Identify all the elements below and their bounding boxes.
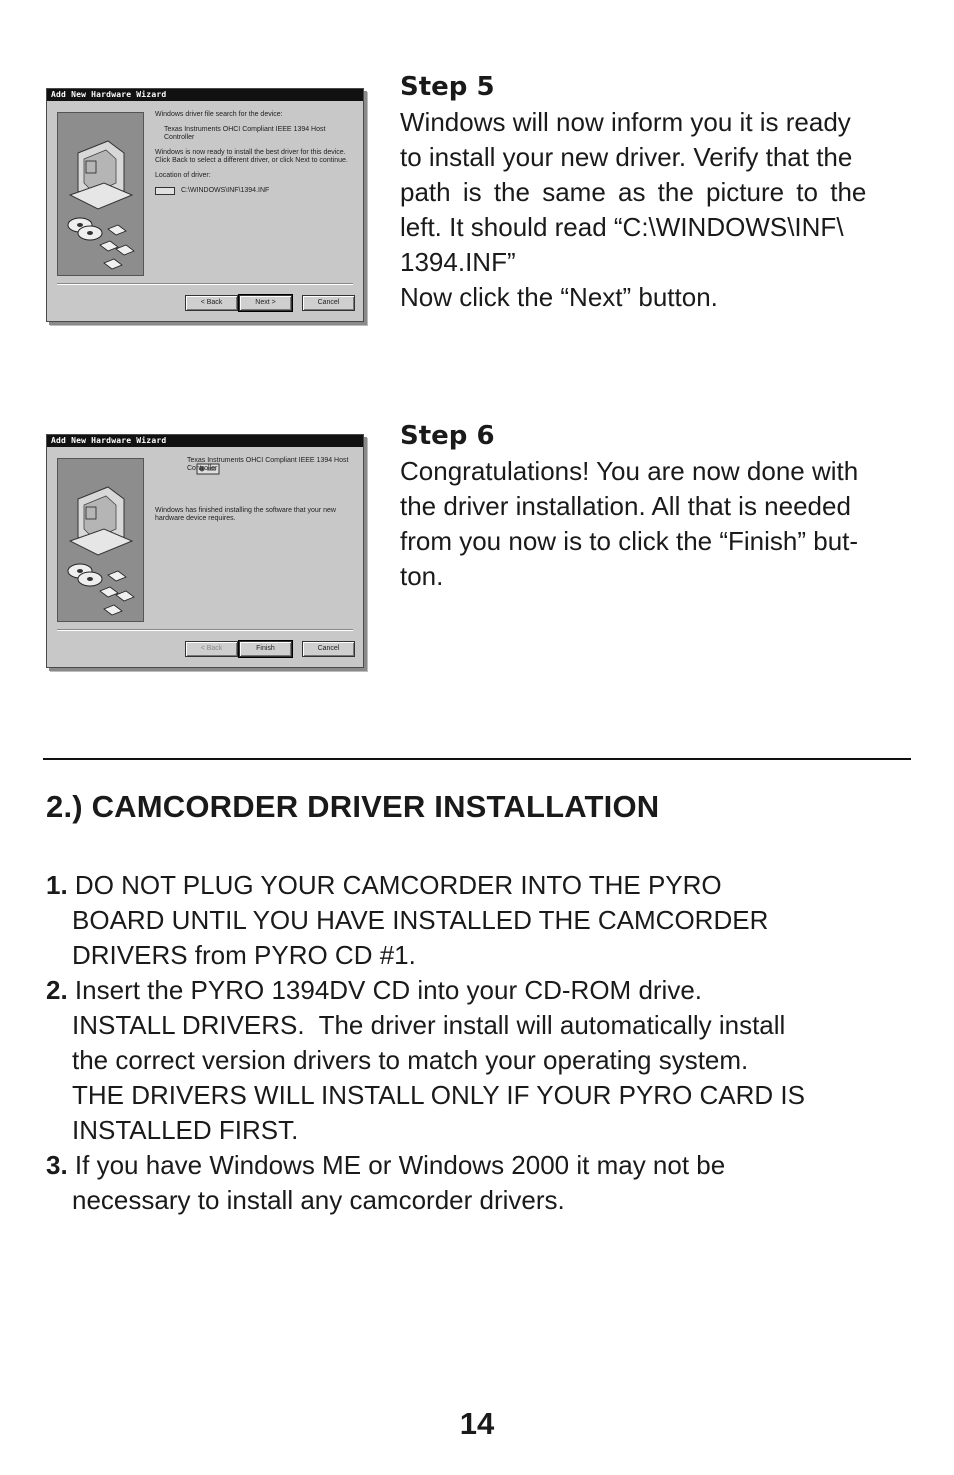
step6-line-4: ton. bbox=[400, 561, 444, 591]
cancel-button[interactable]: Cancel bbox=[302, 295, 355, 311]
item-text: Insert the PYRO 1394DV CD into your CD-ROM drive. bbox=[74, 975, 703, 1005]
cancel-button[interactable]: Cancel bbox=[302, 641, 355, 657]
page-number: 14 bbox=[459, 1406, 495, 1441]
item-text: BOARD UNTIL YOU HAVE INSTALLED THE CAMCORDER bbox=[72, 905, 769, 935]
item-number: 3. bbox=[46, 1150, 68, 1180]
finish-button[interactable]: Finish bbox=[239, 641, 292, 657]
wizard-finished-text: Windows has finished installing the software that your new hardware device requires. bbox=[155, 507, 336, 522]
wizard-message bbox=[187, 457, 357, 480]
wizard-location-label: Location of driver: bbox=[155, 172, 211, 179]
section-divider bbox=[43, 758, 911, 760]
wizard-illustration bbox=[57, 458, 144, 622]
wizard-device-name: Texas Instruments OHCI Compliant IEEE 1394 Host Controller bbox=[187, 457, 349, 472]
section-title: 2.) CAMCORDER DRIVER INSTALLATION bbox=[46, 789, 660, 824]
item-text: INSTALLED FIRST. bbox=[72, 1115, 299, 1145]
step6-wizard-screenshot bbox=[46, 434, 364, 668]
step5-heading: Step 5 bbox=[400, 72, 495, 102]
wizard-titlebar: Add New Hardware Wizard bbox=[47, 435, 363, 447]
item-text: the correct version drivers to match your operating system. bbox=[72, 1045, 749, 1075]
wizard-ready-text: Windows is now ready to install the best driver for this device. Click Back to select a different driver, or click Next to continue. bbox=[155, 149, 348, 164]
instruction-list bbox=[46, 868, 926, 1218]
step6-line-3: from you now is to click the “Finish” but- bbox=[400, 526, 859, 556]
computer-cd-icon bbox=[58, 459, 143, 621]
wizard-driver-path-row bbox=[155, 187, 355, 195]
next-button[interactable]: Next > bbox=[239, 295, 292, 311]
back-button[interactable]: < Back bbox=[185, 641, 238, 657]
step5-wizard-screenshot bbox=[46, 88, 364, 322]
step5-line-3: path is the same as the picture to the bbox=[400, 177, 867, 207]
item-text: DRIVERS from PYRO CD #1. bbox=[72, 940, 416, 970]
item-text: DO NOT PLUG YOUR CAMCORDER INTO THE PYRO bbox=[74, 870, 722, 900]
list-item bbox=[46, 973, 926, 1148]
step5-instructions bbox=[400, 70, 908, 315]
back-button[interactable]: < Back bbox=[185, 295, 238, 311]
step5-line-1: Windows will now inform you it is ready bbox=[400, 107, 851, 137]
list-item bbox=[46, 1148, 926, 1218]
wizard-search-text: Windows driver file search for the device: bbox=[155, 111, 283, 118]
computer-cd-icon bbox=[58, 113, 143, 275]
step5-line-4: left. It should read “C:\WINDOWS\INF\ bbox=[400, 212, 844, 242]
wizard-device-name: Texas Instruments OHCI Compliant IEEE 1394 Host Controller bbox=[164, 126, 326, 141]
drive-icon bbox=[155, 187, 175, 195]
list-item bbox=[46, 868, 926, 973]
step5-line-6: Now click the “Next” button. bbox=[400, 282, 718, 312]
item-number: 1. bbox=[46, 870, 68, 900]
item-number: 2. bbox=[46, 975, 68, 1005]
step6-heading: Step 6 bbox=[400, 421, 495, 451]
step5-line-2: to install your new driver. Verify that the bbox=[400, 142, 853, 172]
step6-instructions bbox=[400, 419, 908, 594]
step5-line-5: 1394.INF” bbox=[400, 247, 516, 277]
item-text: necessary to install any camcorder drivers. bbox=[72, 1185, 565, 1215]
wizard-separator bbox=[57, 283, 353, 285]
wizard-message bbox=[155, 111, 355, 195]
item-text: If you have Windows ME or Windows 2000 it may not be bbox=[74, 1150, 726, 1180]
item-text: THE DRIVERS WILL INSTALL ONLY IF YOUR PYRO CARD IS bbox=[72, 1080, 805, 1110]
item-text: INSTALL DRIVERS. The driver install will automatically install bbox=[72, 1010, 786, 1040]
step6-line-1: Congratulations! You are now done with bbox=[400, 456, 859, 486]
wizard-titlebar: Add New Hardware Wizard bbox=[47, 89, 363, 101]
wizard-finished-message bbox=[155, 507, 355, 530]
wizard-illustration bbox=[57, 112, 144, 276]
wizard-separator bbox=[57, 629, 353, 631]
wizard-driver-path: C:\WINDOWS\INF\1394.INF bbox=[181, 187, 270, 194]
step6-line-2: the driver installation. All that is needed bbox=[400, 491, 851, 521]
